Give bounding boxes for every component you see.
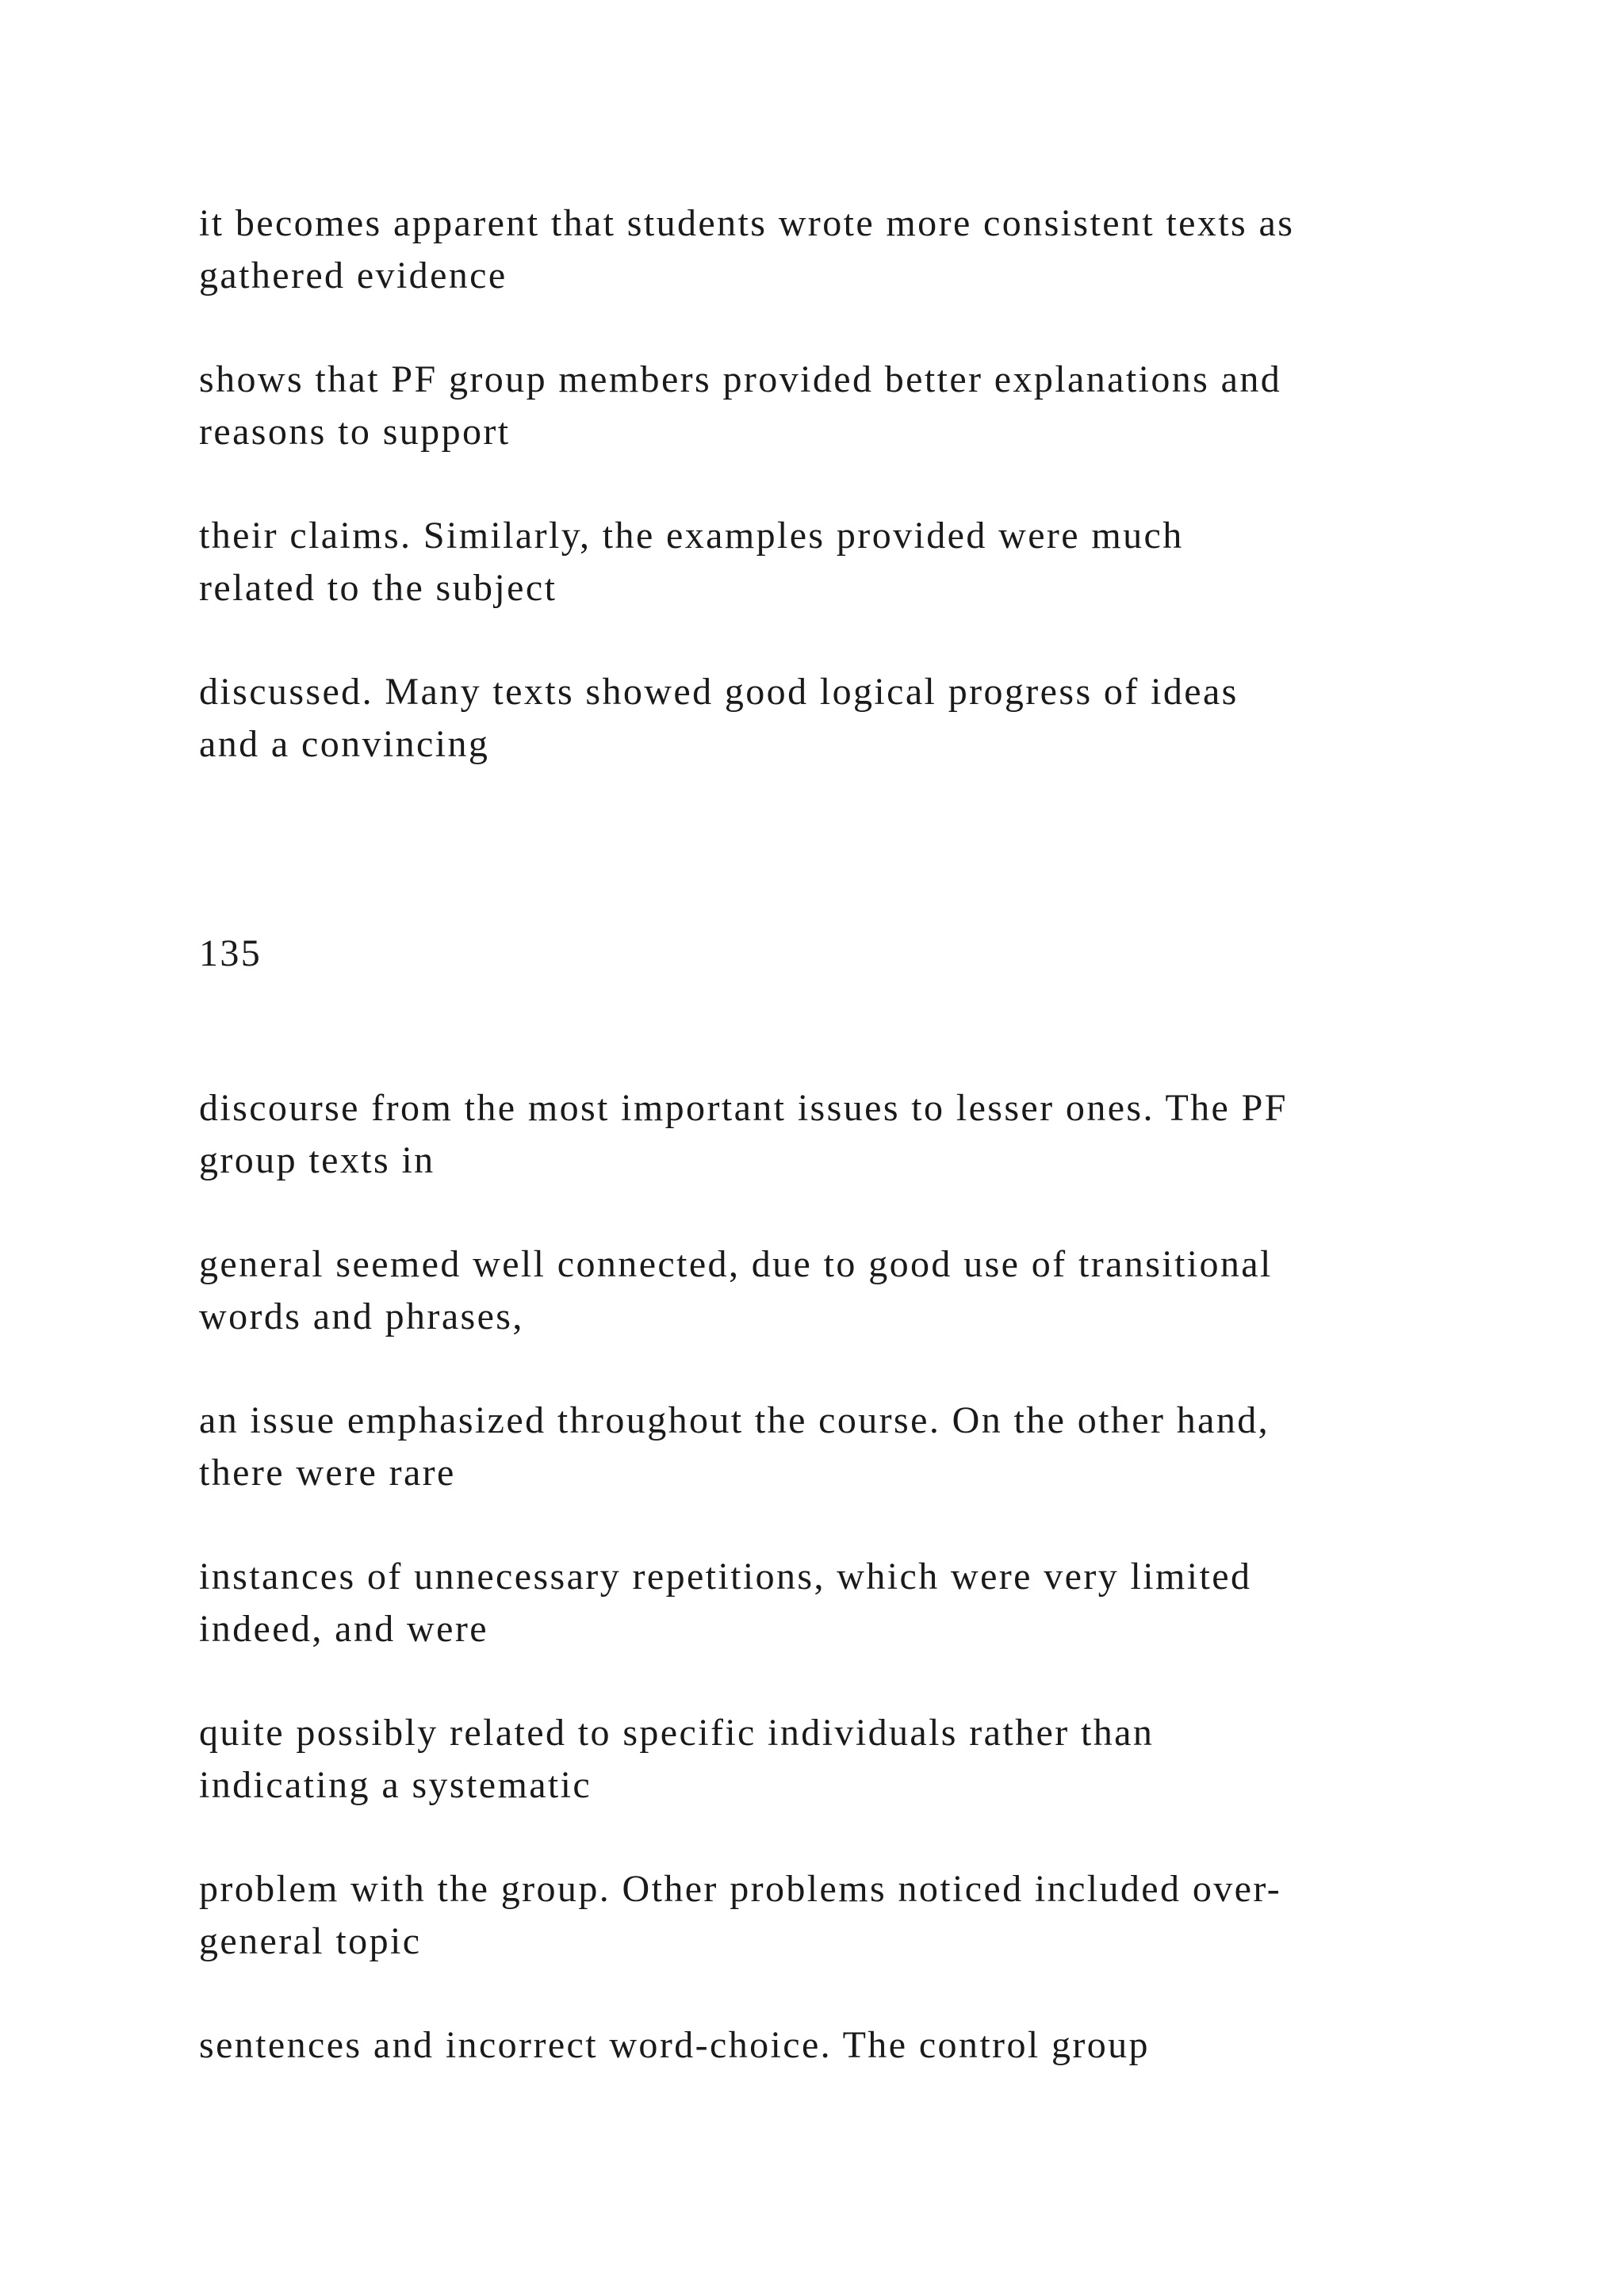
text-line: general topic <box>199 1920 422 1962</box>
text-line: and a convincing <box>199 723 490 765</box>
text-line: indicating a systematic <box>199 1764 592 1806</box>
paragraph <box>199 666 1468 771</box>
text-line: shows that PF group members provided better explanations and <box>199 358 1282 400</box>
text-line: words and phrases, <box>199 1295 524 1337</box>
paragraph <box>199 197 1468 302</box>
page-number: 135 <box>199 932 262 974</box>
text-line: there were rare <box>199 1452 456 1494</box>
paragraph <box>199 2019 1468 2072</box>
text-line: an issue emphasized throughout the course. On the other hand, <box>199 1399 1270 1441</box>
text-line: related to the subject <box>199 567 557 609</box>
text-line: discourse from the most important issues to lesser ones. The PF <box>199 1087 1288 1129</box>
text-line: it becomes apparent that students wrote more consistent texts as <box>199 202 1295 244</box>
text-line: general seemed well connected, due to good use of transitional <box>199 1243 1273 1285</box>
text-line: problem with the group. Other problems noticed included over- <box>199 1868 1282 1910</box>
paragraph <box>199 510 1468 614</box>
text-line: reasons to support <box>199 411 511 453</box>
text-line: discussed. Many texts showed good logical progress of ideas <box>199 671 1239 713</box>
paragraph <box>199 1863 1468 1968</box>
paragraph <box>199 1551 1468 1655</box>
text-line: quite possibly related to specific individuals rather than <box>199 1712 1155 1754</box>
paragraph <box>199 1238 1468 1343</box>
text-line: sentences and incorrect word-choice. The control group <box>199 2024 1150 2066</box>
text-line: group texts in <box>199 1139 435 1181</box>
paragraph <box>199 354 1468 458</box>
text-line: their claims. Similarly, the examples provided were much <box>199 515 1184 557</box>
paragraph <box>199 1707 1468 1812</box>
paragraph <box>199 1395 1468 1499</box>
text-line: indeed, and were <box>199 1608 488 1650</box>
text-line: gathered evidence <box>199 254 508 297</box>
text-line: instances of unnecessary repetitions, which were very limited <box>199 1556 1252 1598</box>
paragraph <box>199 1082 1468 1187</box>
